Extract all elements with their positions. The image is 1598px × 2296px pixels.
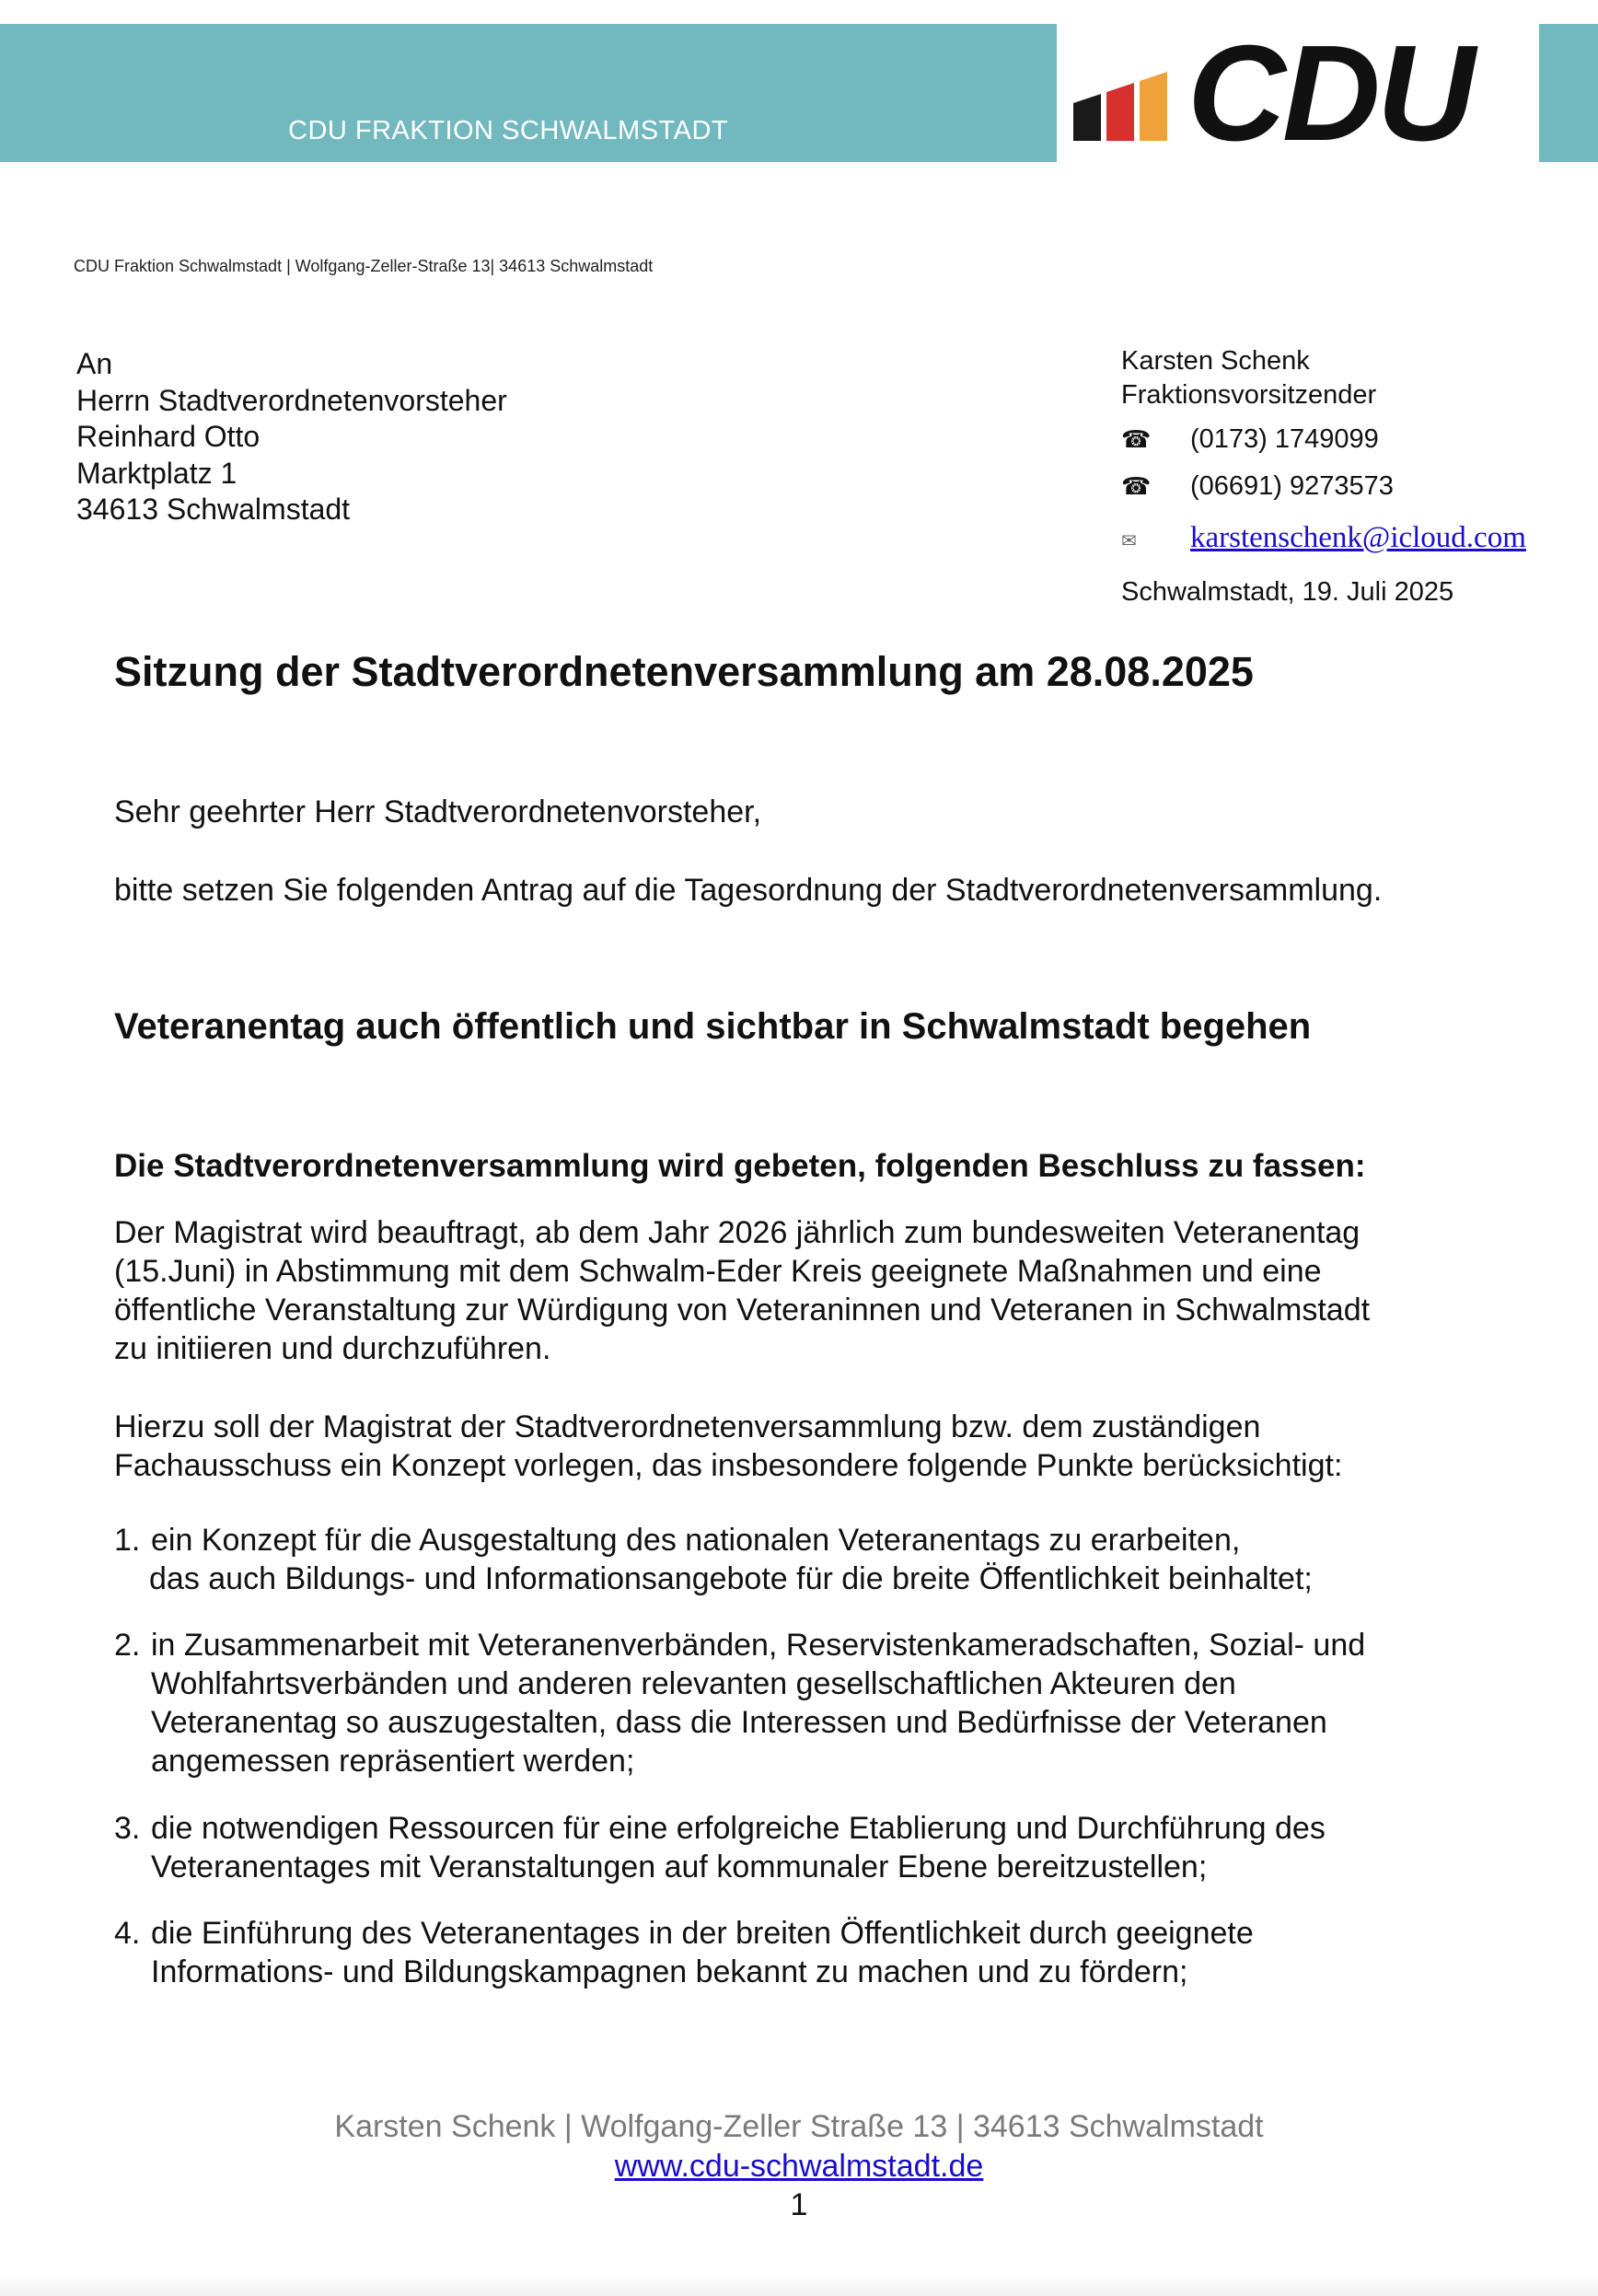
list-item — [114, 1914, 1254, 1991]
motion-title: Veteranentag auch öffentlich und sichtbar in Schwalmstadt begehen — [114, 1006, 1312, 1047]
paragraph-line: zu initiieren und durchzuführen. — [114, 1331, 551, 1366]
phone-row-1 — [1121, 424, 1379, 455]
list-line: Veteranentag so auszugestalten, dass die Interessen und Bedürfnisse der Veteranen — [151, 1705, 1327, 1740]
paragraph-line: öffentliche Veranstaltung zur Würdigung von Veteraninnen und Veteranen in Schwalmstadt — [114, 1293, 1371, 1328]
list-line: angemessen repräsentiert werden; — [151, 1744, 635, 1779]
date-line: Schwalmstadt, 19. Juli 2025 — [1121, 577, 1454, 607]
recipient-line: Marktplatz 1 — [76, 456, 237, 490]
list-line: ein Konzept für die Ausgestaltung des nationalen Veteranentags zu erarbeiten, — [151, 1523, 1241, 1558]
contact-role: Fraktionsvorsitzender — [1121, 380, 1377, 410]
org-name: CDU FRAKTION SCHWALMSTADT — [288, 116, 729, 145]
email-link[interactable]: karstenschenk@icloud.com — [1190, 521, 1526, 554]
list-item — [114, 1521, 1313, 1598]
paragraph-line: Der Magistrat wird beauftragt, ab dem Jahr 2026 jährlich zum bundesweiten Veteranentag — [114, 1215, 1361, 1250]
paragraph-line: (15.Juni) in Abstimmung mit dem Schwalm-Eder Kreis geeignete Maßnahmen und eine — [114, 1254, 1322, 1289]
list-line: Wohlfahrtsverbänden und anderen relevanten gesellschaftlichen Akteuren den — [151, 1666, 1236, 1701]
paragraph-1 — [114, 1213, 1370, 1368]
recipient-line: Herrn Stadtverordnetenvorsteher — [76, 383, 507, 417]
recipient-line: An — [76, 347, 113, 380]
phone-icon: ☎ — [1121, 472, 1152, 500]
sender-line: CDU Fraktion Schwalmstadt | Wolfgang-Zeller-Straße 13| 34613 Schwalmstadt — [74, 257, 654, 275]
page-bottom-shade — [0, 2274, 1598, 2296]
page-number: 1 — [790, 2187, 808, 2222]
email-row — [1121, 521, 1526, 555]
intro-text: bitte setzen Sie folgenden Antrag auf die Tagesordnung der Stadtverordnetenversammlung. — [114, 873, 1383, 908]
logo-text: CDU — [1187, 17, 1472, 169]
phone-number-2: (06691) 9273573 — [1190, 471, 1394, 501]
footer-website-link — [0, 2149, 1598, 2185]
phone-icon: ☎ — [1121, 425, 1152, 453]
paragraph-2 — [114, 1408, 1342, 1485]
phone-row-2 — [1121, 471, 1394, 502]
recipient-address — [76, 346, 507, 528]
list-number: 2. — [114, 1628, 141, 1663]
footer-address: Karsten Schenk | Wolfgang-Zeller Straße 13 | 34613 Schwalmstadt — [334, 2109, 1264, 2144]
phone-number-1: (0173) 1749099 — [1190, 424, 1379, 454]
list-line: in Zusammenarbeit mit Veteranenverbänden, Reservistenkameradschaften, Sozial- und — [151, 1628, 1366, 1663]
salutation: Sehr geehrter Herr Stadtverordnetenvorsteher, — [114, 794, 762, 829]
list-number: 3. — [114, 1811, 141, 1846]
mail-icon: ✉ — [1121, 531, 1137, 551]
cdu-logo — [1070, 17, 1530, 169]
list-line: Informations- und Bildungskampagnen bekannt zu machen und zu fördern; — [151, 1954, 1188, 1989]
list-line: die notwendigen Ressourcen für eine erfolgreiche Etablierung und Durchführung des — [151, 1811, 1326, 1846]
contact-name: Karsten Schenk — [1121, 346, 1310, 376]
paragraph-line: Hierzu soll der Magistrat der Stadtverordnetenversammlung bzw. dem zuständigen — [114, 1409, 1261, 1444]
list-number: 4. — [114, 1916, 141, 1951]
paragraph-line: Fachausschuss ein Konzept vorlegen, das insbesondere folgende Punkte berücksichtigt: — [114, 1448, 1343, 1483]
list-line: die Einführung des Veteranentages in der breiten Öffentlichkeit durch geeignete — [151, 1916, 1254, 1951]
subject-heading: Sitzung der Stadtverordnetenversammlung am 28.08.2025 — [114, 648, 1254, 695]
website-link[interactable]: www.cdu-schwalmstadt.de — [614, 2149, 984, 2184]
header-band-right — [1539, 24, 1598, 162]
list-item — [114, 1626, 1365, 1780]
list-line: Veteranentages mit Veranstaltungen auf kommunaler Ebene bereitzustellen; — [151, 1850, 1208, 1884]
recipient-line: Reinhard Otto — [76, 420, 261, 453]
recipient-line: 34613 Schwalmstadt — [76, 493, 351, 526]
logo-bars-icon — [1070, 37, 1180, 147]
resolution-heading: Die Stadtverordnetenversammlung wird gebeten, folgenden Beschluss zu fassen: — [114, 1148, 1366, 1184]
list-item — [114, 1809, 1326, 1886]
list-line: das auch Bildungs- und Informationsangebote für die breite Öffentlichkeit beinhaltet; — [149, 1561, 1313, 1596]
list-number: 1. — [114, 1523, 141, 1558]
